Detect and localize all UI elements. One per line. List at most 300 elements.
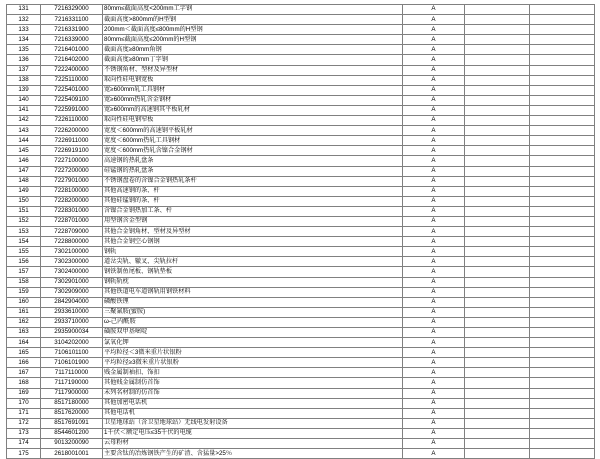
cell-description: 磺胺双甲基嘧啶: [103, 328, 403, 338]
cell-description: 氯氧化钾: [103, 338, 403, 348]
table-row: [7, 216, 595, 226]
cell-mark: A: [403, 398, 465, 408]
cell-blank-2: [530, 136, 595, 146]
cell-description: 高速钢的热轧盘条: [103, 156, 403, 166]
cell-blank-1: [465, 136, 530, 146]
cell-description: 宽≥600mm的高速钢其平板轧材: [103, 105, 403, 115]
table-row: [7, 136, 595, 146]
cell-blank-2: [530, 237, 595, 247]
cell-description: 卫星地球站（含卫星地球站）无线电发射设备: [103, 418, 403, 428]
cell-description: 80mm≤截面高度<200mm工字钢: [103, 5, 403, 15]
cell-description: 其他合金钢空心钢钢: [103, 237, 403, 247]
cell-mark: A: [403, 237, 465, 247]
cell-blank-2: [530, 317, 595, 327]
cell-blank-2: [530, 348, 595, 358]
cell-row-number: 144: [7, 136, 41, 146]
table-row: [7, 277, 595, 287]
cell-blank-1: [465, 378, 530, 388]
table-row: [7, 15, 595, 25]
cell-description: 其他电话机: [103, 408, 403, 418]
cell-row-number: 147: [7, 166, 41, 176]
cell-code: 7227200000: [41, 166, 103, 176]
cell-mark: A: [403, 65, 465, 75]
cell-mark: A: [403, 196, 465, 206]
cell-description: 钢铁制鱼尾板、钢轨垫板: [103, 267, 403, 277]
cell-description: 取向性硅电钢宽板: [103, 75, 403, 85]
table-row: [7, 45, 595, 55]
cell-blank-2: [530, 65, 595, 75]
table-row: [7, 176, 595, 186]
cell-blank-1: [465, 227, 530, 237]
cell-blank-1: [465, 237, 530, 247]
cell-blank-1: [465, 398, 530, 408]
table-row: [7, 358, 595, 368]
cell-code: 8517620000: [41, 408, 103, 418]
commodity-code-table: [6, 4, 595, 459]
cell-code: 7228200000: [41, 196, 103, 206]
cell-blank-1: [465, 75, 530, 85]
cell-blank-2: [530, 388, 595, 398]
cell-mark: A: [403, 85, 465, 95]
cell-blank-1: [465, 126, 530, 136]
cell-blank-2: [530, 15, 595, 25]
cell-blank-2: [530, 439, 595, 449]
cell-blank-1: [465, 196, 530, 206]
cell-row-number: 139: [7, 85, 41, 95]
cell-row-number: 164: [7, 338, 41, 348]
cell-blank-1: [465, 257, 530, 267]
cell-blank-2: [530, 166, 595, 176]
cell-row-number: 161: [7, 307, 41, 317]
cell-blank-2: [530, 257, 595, 267]
cell-description: 其他高速钢的条、杆: [103, 186, 403, 196]
cell-blank-1: [465, 15, 530, 25]
cell-row-number: 160: [7, 297, 41, 307]
cell-blank-2: [530, 85, 595, 95]
cell-mark: A: [403, 126, 465, 136]
cell-description: 其他贱金属制仿首饰: [103, 378, 403, 388]
cell-description: 其他硅锰钢的条、杆: [103, 196, 403, 206]
cell-blank-1: [465, 45, 530, 55]
cell-blank-1: [465, 297, 530, 307]
cell-blank-2: [530, 398, 595, 408]
cell-blank-1: [465, 25, 530, 35]
cell-mark: A: [403, 287, 465, 297]
cell-code: 7227100000: [41, 156, 103, 166]
cell-row-number: 146: [7, 156, 41, 166]
cell-blank-2: [530, 368, 595, 378]
table-row: [7, 408, 595, 418]
cell-row-number: 150: [7, 196, 41, 206]
cell-blank-1: [465, 156, 530, 166]
cell-mark: A: [403, 216, 465, 226]
cell-blank-1: [465, 358, 530, 368]
table-row: [7, 65, 595, 75]
cell-mark: A: [403, 206, 465, 216]
cell-row-number: 152: [7, 216, 41, 226]
table-row: [7, 95, 595, 105]
cell-blank-2: [530, 95, 595, 105]
cell-blank-2: [530, 428, 595, 438]
cell-code: 7226911000: [41, 136, 103, 146]
cell-blank-2: [530, 196, 595, 206]
cell-blank-1: [465, 428, 530, 438]
cell-blank-1: [465, 206, 530, 216]
cell-description: 其他加密电话机: [103, 398, 403, 408]
table-row: [7, 348, 595, 358]
cell-code: 8544601200: [41, 428, 103, 438]
cell-mark: A: [403, 136, 465, 146]
cell-code: 7222400000: [41, 65, 103, 75]
cell-mark: A: [403, 55, 465, 65]
cell-row-number: 165: [7, 348, 41, 358]
cell-description: ω-己内酰胺: [103, 317, 403, 327]
cell-description: 硅锰钢的热轧盘条: [103, 166, 403, 176]
cell-blank-2: [530, 277, 595, 287]
cell-blank-2: [530, 338, 595, 348]
cell-code: 7106101100: [41, 348, 103, 358]
cell-description: 宽≥600mm轧工具钢材: [103, 85, 403, 95]
cell-row-number: 138: [7, 75, 41, 85]
cell-blank-2: [530, 216, 595, 226]
cell-blank-2: [530, 55, 595, 65]
table-row: [7, 297, 595, 307]
cell-mark: A: [403, 176, 465, 186]
cell-blank-1: [465, 338, 530, 348]
cell-blank-2: [530, 126, 595, 136]
cell-blank-1: [465, 368, 530, 378]
cell-code: 7226200000: [41, 126, 103, 136]
cell-code: 7117190000: [41, 378, 103, 388]
cell-code: 7228800000: [41, 237, 103, 247]
cell-blank-2: [530, 176, 595, 186]
cell-mark: A: [403, 277, 465, 287]
cell-row-number: 140: [7, 95, 41, 105]
cell-mark: A: [403, 307, 465, 317]
cell-row-number: 172: [7, 418, 41, 428]
table-row: [7, 338, 595, 348]
table-row: [7, 388, 595, 398]
cell-description: 截面高度>800mm的H型钢: [103, 15, 403, 25]
cell-code: 7216331900: [41, 25, 103, 35]
cell-blank-2: [530, 116, 595, 126]
table-row: [7, 55, 595, 65]
cell-blank-1: [465, 116, 530, 126]
cell-blank-1: [465, 267, 530, 277]
cell-code: 9013200090: [41, 439, 103, 449]
cell-mark: A: [403, 116, 465, 126]
cell-blank-2: [530, 35, 595, 45]
cell-mark: A: [403, 418, 465, 428]
cell-row-number: 168: [7, 378, 41, 388]
cell-blank-1: [465, 317, 530, 327]
cell-blank-1: [465, 216, 530, 226]
cell-code: 7117900000: [41, 388, 103, 398]
cell-code: 7216401000: [41, 45, 103, 55]
cell-blank-1: [465, 449, 530, 459]
cell-code: 7228100000: [41, 186, 103, 196]
cell-row-number: 170: [7, 398, 41, 408]
cell-code: 7225409100: [41, 95, 103, 105]
cell-blank-2: [530, 297, 595, 307]
cell-blank-1: [465, 247, 530, 257]
cell-row-number: 143: [7, 126, 41, 136]
cell-code: 7216329000: [41, 5, 103, 15]
cell-blank-1: [465, 388, 530, 398]
cell-mark: A: [403, 388, 465, 398]
cell-mark: A: [403, 166, 465, 176]
cell-mark: A: [403, 267, 465, 277]
cell-row-number: 175: [7, 449, 41, 459]
cell-code: 7302400000: [41, 267, 103, 277]
cell-code: 7302909000: [41, 287, 103, 297]
cell-blank-2: [530, 45, 595, 55]
cell-mark: A: [403, 328, 465, 338]
cell-code: 7228701000: [41, 216, 103, 226]
cell-blank-1: [465, 65, 530, 75]
table-row: [7, 328, 595, 338]
table-row: [7, 156, 595, 166]
cell-blank-2: [530, 449, 595, 459]
cell-row-number: 167: [7, 368, 41, 378]
cell-row-number: 148: [7, 176, 41, 186]
cell-code: 7225991000: [41, 105, 103, 115]
cell-code: 7226919100: [41, 146, 103, 156]
cell-row-number: 154: [7, 237, 41, 247]
cell-blank-2: [530, 75, 595, 85]
cell-blank-1: [465, 146, 530, 156]
cell-description: 截面高度≥80mm丁字钢: [103, 55, 403, 65]
table-body: [7, 5, 595, 459]
cell-blank-2: [530, 378, 595, 388]
cell-description: 宽度＜600mm热轧含镍合金钢材: [103, 146, 403, 156]
table-row: [7, 105, 595, 115]
cell-mark: A: [403, 368, 465, 378]
cell-row-number: 163: [7, 328, 41, 338]
cell-code: 7216402000: [41, 55, 103, 65]
cell-blank-1: [465, 85, 530, 95]
cell-row-number: 157: [7, 267, 41, 277]
cell-row-number: 137: [7, 65, 41, 75]
cell-row-number: 134: [7, 35, 41, 45]
table-row: [7, 247, 595, 257]
cell-blank-1: [465, 5, 530, 15]
cell-blank-1: [465, 55, 530, 65]
cell-description: 主要含钛的冶炼钢铁产生的矿渣、含猛量>25％: [103, 449, 403, 459]
cell-blank-1: [465, 287, 530, 297]
cell-description: 宽≥600mm热轧含金钢材: [103, 95, 403, 105]
cell-mark: A: [403, 35, 465, 45]
cell-blank-1: [465, 95, 530, 105]
cell-mark: A: [403, 15, 465, 25]
cell-code: 8517691091: [41, 418, 103, 428]
cell-code: 7226110000: [41, 116, 103, 126]
cell-description: 道岔尖轨、辙叉、尖轨拉杆: [103, 257, 403, 267]
cell-mark: A: [403, 247, 465, 257]
cell-mark: A: [403, 317, 465, 327]
cell-blank-2: [530, 247, 595, 257]
cell-blank-2: [530, 227, 595, 237]
table-row: [7, 378, 595, 388]
table-row: [7, 116, 595, 126]
cell-row-number: 169: [7, 388, 41, 398]
cell-mark: A: [403, 146, 465, 156]
cell-mark: A: [403, 378, 465, 388]
cell-blank-2: [530, 146, 595, 156]
cell-blank-2: [530, 206, 595, 216]
cell-mark: A: [403, 45, 465, 55]
table-row: [7, 85, 595, 95]
cell-mark: A: [403, 156, 465, 166]
cell-mark: A: [403, 95, 465, 105]
cell-mark: A: [403, 5, 465, 15]
cell-mark: A: [403, 257, 465, 267]
cell-row-number: 171: [7, 408, 41, 418]
cell-row-number: 158: [7, 277, 41, 287]
cell-description: 含镍合金钢热加工条、杆: [103, 206, 403, 216]
cell-code: 2842904000: [41, 297, 103, 307]
table-row: [7, 398, 595, 408]
cell-code: 2935900034: [41, 328, 103, 338]
cell-blank-2: [530, 186, 595, 196]
table-row: [7, 317, 595, 327]
cell-row-number: 149: [7, 186, 41, 196]
table-row: [7, 237, 595, 247]
table-row: [7, 439, 595, 449]
cell-blank-2: [530, 25, 595, 35]
cell-row-number: 174: [7, 439, 41, 449]
table-row: [7, 257, 595, 267]
cell-mark: A: [403, 297, 465, 307]
cell-row-number: 155: [7, 247, 41, 257]
cell-mark: A: [403, 75, 465, 85]
cell-code: 7106101900: [41, 358, 103, 368]
cell-mark: A: [403, 428, 465, 438]
cell-row-number: 162: [7, 317, 41, 327]
cell-description: 平均粒径＜3微米重片状银粉: [103, 348, 403, 358]
cell-mark: A: [403, 25, 465, 35]
cell-code: 7227901000: [41, 176, 103, 186]
cell-blank-2: [530, 267, 595, 277]
cell-mark: A: [403, 186, 465, 196]
cell-code: 7216331100: [41, 15, 103, 25]
cell-row-number: 159: [7, 287, 41, 297]
cell-blank-2: [530, 287, 595, 297]
cell-description: 宽度＜600mm热轧工具钢材: [103, 136, 403, 146]
table-row: [7, 449, 595, 459]
cell-row-number: 153: [7, 227, 41, 237]
cell-blank-1: [465, 35, 530, 45]
cell-description: 宽度＜600mm的高速钢平板轧材: [103, 126, 403, 136]
cell-blank-2: [530, 328, 595, 338]
table-row: [7, 5, 595, 15]
cell-blank-1: [465, 439, 530, 449]
table-row: [7, 287, 595, 297]
cell-row-number: 166: [7, 358, 41, 368]
cell-blank-2: [530, 5, 595, 15]
cell-row-number: 132: [7, 15, 41, 25]
cell-code: 7228709000: [41, 227, 103, 237]
cell-row-number: 145: [7, 146, 41, 156]
table-row: [7, 227, 595, 237]
cell-description: 平均粒径≥3微米重片状银粉: [103, 358, 403, 368]
cell-mark: A: [403, 227, 465, 237]
cell-mark: A: [403, 348, 465, 358]
cell-blank-1: [465, 408, 530, 418]
cell-mark: A: [403, 439, 465, 449]
cell-row-number: 156: [7, 257, 41, 267]
cell-blank-1: [465, 277, 530, 287]
table-row: [7, 146, 595, 156]
cell-blank-1: [465, 348, 530, 358]
cell-blank-2: [530, 358, 595, 368]
cell-code: 7225401000: [41, 85, 103, 95]
cell-code: 2933610000: [41, 307, 103, 317]
cell-blank-1: [465, 328, 530, 338]
table-row: [7, 196, 595, 206]
cell-code: 2618001001: [41, 449, 103, 459]
table-row: [7, 166, 595, 176]
cell-description: 不锈钢角材、型材及异型材: [103, 65, 403, 75]
cell-description: 200mm＜截面高度≤800mm的H型钢: [103, 25, 403, 35]
cell-description: 钢轨轨枕: [103, 277, 403, 287]
cell-description: 钢轨: [103, 247, 403, 257]
table-row: [7, 428, 595, 438]
cell-blank-1: [465, 307, 530, 317]
cell-blank-2: [530, 307, 595, 317]
cell-description: 用型钢含金型钢: [103, 216, 403, 226]
cell-code: 7302901000: [41, 277, 103, 287]
table-row: [7, 267, 595, 277]
cell-code: 8517180000: [41, 398, 103, 408]
cell-blank-2: [530, 156, 595, 166]
cell-row-number: 135: [7, 45, 41, 55]
cell-blank-1: [465, 105, 530, 115]
cell-description: 磷酸铁锂: [103, 297, 403, 307]
cell-mark: A: [403, 105, 465, 115]
cell-description: 三聚氰胺(蜜胺): [103, 307, 403, 317]
cell-row-number: 151: [7, 206, 41, 216]
cell-row-number: 136: [7, 55, 41, 65]
cell-row-number: 133: [7, 25, 41, 35]
cell-blank-1: [465, 186, 530, 196]
cell-blank-1: [465, 176, 530, 186]
table-row: [7, 75, 595, 85]
cell-mark: A: [403, 338, 465, 348]
cell-description: 取向性硅电钢窄板: [103, 116, 403, 126]
table-row: [7, 307, 595, 317]
cell-code: 7302100000: [41, 247, 103, 257]
table-row: [7, 368, 595, 378]
table-row: [7, 35, 595, 45]
cell-code: 7302300000: [41, 257, 103, 267]
cell-description: 其他铁道电车道钢轨用钢铁材料: [103, 287, 403, 297]
cell-row-number: 141: [7, 105, 41, 115]
cell-blank-1: [465, 166, 530, 176]
cell-description: 贱金属制袖扣、饰扣: [103, 368, 403, 378]
cell-blank-2: [530, 105, 595, 115]
cell-code: 3104202000: [41, 338, 103, 348]
cell-code: 2933710000: [41, 317, 103, 327]
cell-mark: A: [403, 408, 465, 418]
cell-description: 截面高度≥80mm角钢: [103, 45, 403, 55]
cell-description: 80mm≤截面高度≤200mm的H型钢: [103, 35, 403, 45]
table-row: [7, 25, 595, 35]
cell-code: 7216339000: [41, 35, 103, 45]
cell-blank-2: [530, 408, 595, 418]
table-row: [7, 206, 595, 216]
cell-row-number: 173: [7, 428, 41, 438]
